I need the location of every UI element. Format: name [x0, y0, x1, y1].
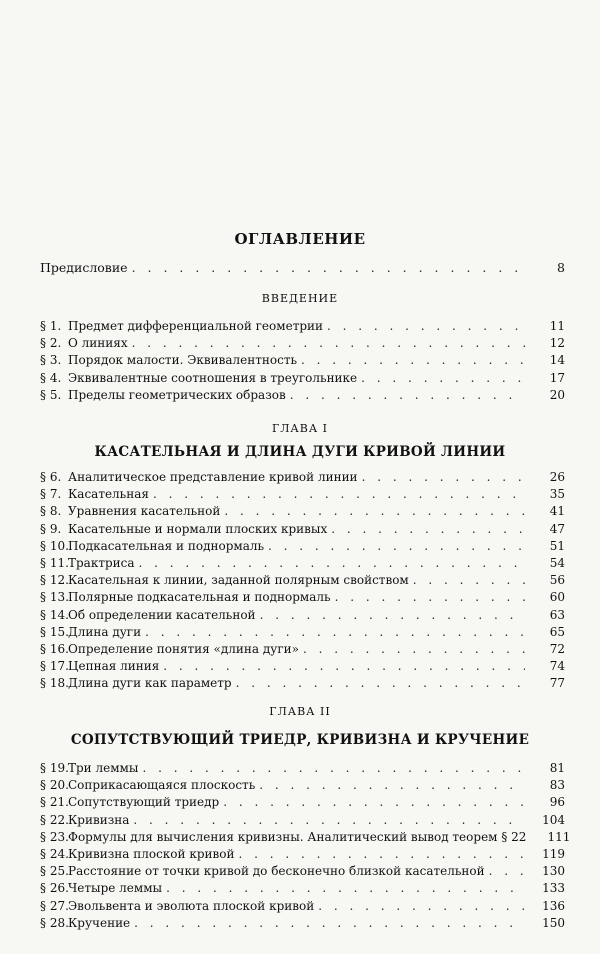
section-number: § 9. — [40, 521, 62, 536]
toc-entry-preface[interactable] — [40, 260, 565, 275]
section-number: § 26. — [40, 881, 69, 896]
entry-label: Эвольвента и эволюта плоской кривой — [68, 898, 315, 913]
toc-entry[interactable] — [40, 370, 565, 387]
entry-label: Порядок малости. Эквивалентность — [68, 353, 298, 368]
toc-entry[interactable] — [40, 624, 565, 641]
entry-label: Формулы для вычисления кривизны. Аналитический вывод теорем § 22 — [68, 829, 527, 844]
section-number: § 7. — [40, 487, 62, 502]
chapter1-heading: ГЛАВА I — [271, 422, 329, 435]
entry-page: 83 — [549, 778, 565, 793]
toc-entry[interactable] — [40, 486, 565, 503]
section-number: § 17. — [40, 659, 69, 674]
leader-dots — [361, 370, 525, 387]
section-number: § 28. — [40, 915, 69, 930]
chapter2-list — [40, 760, 571, 932]
entry-label: Три леммы — [68, 761, 139, 775]
entry-label: Цепная линия — [68, 659, 160, 674]
intro-list — [40, 318, 565, 404]
section-number: § 1. — [40, 319, 62, 333]
entry-page: 96 — [549, 795, 565, 810]
toc-entry[interactable] — [40, 675, 565, 692]
toc-entry[interactable] — [40, 607, 565, 624]
entry-page: 47 — [549, 521, 565, 536]
entry-page: 35 — [549, 487, 565, 502]
section-number: § 24. — [40, 846, 69, 861]
toc-entry[interactable] — [40, 812, 565, 829]
toc-entry[interactable] — [40, 387, 565, 404]
entry-label: Длина дуги как параметр — [68, 676, 232, 691]
leader-dots — [142, 760, 525, 777]
entry-page: 8 — [557, 260, 565, 275]
leader-dots — [331, 521, 525, 538]
entry-page: 54 — [549, 555, 565, 570]
entry-page: 130 — [542, 864, 565, 879]
chapter2-heading: ГЛАВА II — [269, 705, 331, 718]
toc-entry[interactable] — [40, 760, 565, 777]
entry-label: Кручение — [68, 915, 131, 930]
entry-page: 81 — [549, 761, 565, 775]
leader-dots — [239, 846, 526, 863]
leader-dots — [223, 794, 525, 811]
toc-entry[interactable] — [40, 846, 565, 863]
entry-label: Кривизна — [68, 812, 130, 827]
section-number: § 6. — [40, 470, 62, 484]
leader-dots — [335, 589, 525, 606]
entry-page: 74 — [549, 659, 565, 674]
entry-label: Об определении касательной — [68, 607, 256, 622]
entry-page: 56 — [549, 573, 565, 588]
entry-label: Трактриса — [68, 555, 135, 570]
leader-dots — [133, 812, 525, 829]
toc-entry[interactable] — [40, 503, 565, 520]
toc-entry[interactable] — [40, 641, 565, 658]
entry-page: 72 — [549, 641, 565, 656]
entry-page: 65 — [549, 624, 565, 639]
chapter1-title: КАСАТЕЛЬНАЯ И ДЛИНА ДУГИ КРИВОЙ ЛИНИИ — [94, 444, 506, 460]
entry-page: 12 — [549, 336, 565, 351]
section-number: § 22. — [40, 812, 69, 827]
leader-dots — [132, 335, 525, 352]
toc-entry[interactable] — [40, 777, 565, 794]
entry-label: О линиях — [68, 336, 128, 351]
entry-label: Касательная к линии, заданной полярным свойством — [68, 573, 409, 588]
section-number: § 13. — [40, 590, 69, 605]
toc-entry[interactable] — [40, 318, 565, 335]
toc-entry[interactable] — [40, 572, 565, 589]
entry-label: Эквивалентные соотношения в треугольнике — [68, 370, 358, 385]
section-number: § 23. — [40, 829, 69, 844]
entry-label: Подкасательная и поднормаль — [68, 538, 265, 553]
section-number: § 25. — [40, 864, 69, 879]
toc-entry[interactable] — [40, 863, 565, 880]
entry-label: Полярные подкасательная и поднормаль — [68, 590, 331, 605]
toc-entry[interactable] — [40, 829, 571, 846]
entry-label: Сопутствующий триедр — [68, 795, 220, 810]
section-number: § 2. — [40, 336, 62, 351]
toc-entry[interactable] — [40, 880, 565, 897]
chapter1-list — [40, 469, 565, 692]
entry-page: 119 — [542, 846, 565, 861]
page-title: ОГЛАВЛЕНИЕ — [234, 230, 366, 248]
leader-dots — [327, 318, 525, 335]
section-number: § 10. — [40, 538, 69, 553]
entry-page: 63 — [549, 607, 565, 622]
entry-label: Кривизна плоской кривой — [68, 846, 235, 861]
toc-entry[interactable] — [40, 915, 565, 932]
leader-dots — [134, 915, 525, 932]
entry-page: 51 — [549, 538, 565, 553]
entry-label: Расстояние от точки кривой до бесконечно близкой касательной — [68, 864, 485, 879]
toc-entry[interactable] — [40, 794, 565, 811]
entry-page: 17 — [549, 370, 565, 385]
leader-dots — [145, 624, 525, 641]
leader-dots — [139, 555, 525, 572]
leader-dots — [318, 898, 525, 915]
entry-page: 26 — [549, 470, 565, 484]
section-number: § 3. — [40, 353, 62, 368]
entry-page: 60 — [549, 590, 565, 605]
leader-dots — [166, 880, 525, 897]
entry-page: 133 — [542, 881, 565, 896]
section-number: § 12. — [40, 573, 69, 588]
toc-entry[interactable] — [40, 352, 565, 369]
entry-page: 111 — [547, 829, 571, 844]
leader-dots — [259, 777, 525, 794]
entry-page: 20 — [549, 387, 565, 402]
entry-page: 150 — [542, 915, 565, 930]
entry-page: 104 — [542, 812, 565, 827]
entry-page: 14 — [549, 353, 565, 368]
chapter2-title: СОПУТСТВУЮЩИЙ ТРИЕДР, КРИВИЗНА И КРУЧЕНИЕ — [70, 732, 530, 748]
toc-entry[interactable] — [40, 898, 565, 915]
leader-dots — [290, 387, 525, 404]
leader-dots — [303, 641, 525, 658]
entry-label: Касательные и нормали плоских кривых — [68, 521, 328, 536]
entry-page: 136 — [542, 898, 565, 913]
section-number: § 4. — [40, 370, 62, 385]
toc-entry[interactable] — [40, 555, 565, 572]
section-number: § 5. — [40, 387, 62, 402]
leader-dots — [413, 572, 525, 589]
section-number: § 16. — [40, 641, 69, 656]
section-number: § 27. — [40, 898, 69, 913]
intro-heading: ВВЕДЕНИЕ — [261, 292, 339, 305]
entry-label: Предмет дифференциальной геометрии — [68, 319, 324, 333]
leader-dots — [301, 352, 525, 369]
leader-dots — [153, 486, 525, 503]
entry-page: 41 — [549, 504, 565, 519]
section-number: § 11. — [40, 555, 69, 570]
leader-dots — [362, 469, 525, 486]
entry-label: Определение понятия «длина дуги» — [68, 641, 299, 656]
entry-label: Длина дуги — [68, 624, 142, 639]
toc-entry[interactable] — [40, 335, 565, 352]
entry-label: Уравнения касательной — [68, 504, 221, 519]
section-number: § 15. — [40, 624, 69, 639]
section-number: § 19. — [40, 761, 69, 775]
section-number: § 8. — [40, 504, 62, 519]
entry-label: Соприкасающаяся плоскость — [68, 778, 256, 793]
toc-entry[interactable] — [40, 589, 565, 606]
leader-dots — [132, 260, 525, 275]
leader-dots — [489, 863, 525, 880]
entry-page: 11 — [549, 319, 565, 333]
entry-label: Четыре леммы — [68, 881, 163, 896]
toc-entry[interactable] — [40, 658, 565, 675]
leader-dots — [260, 607, 525, 624]
leader-dots — [268, 538, 525, 555]
entry-page: 77 — [549, 676, 565, 691]
toc-entry[interactable] — [40, 469, 565, 486]
section-number: § 18. — [40, 676, 69, 691]
entry-label: Предисловие — [40, 260, 128, 275]
toc-entry[interactable] — [40, 521, 565, 538]
section-number: § 20. — [40, 778, 69, 793]
section-number: § 14. — [40, 607, 69, 622]
entry-label: Касательная — [68, 487, 149, 502]
toc-entry[interactable] — [40, 538, 565, 555]
section-number: § 21. — [40, 795, 69, 810]
leader-dots — [224, 503, 525, 520]
entry-label: Аналитическое представление кривой линии — [68, 470, 358, 484]
leader-dots — [236, 675, 525, 692]
entry-label: Пределы геометрических образов — [68, 387, 286, 402]
leader-dots — [163, 658, 525, 675]
